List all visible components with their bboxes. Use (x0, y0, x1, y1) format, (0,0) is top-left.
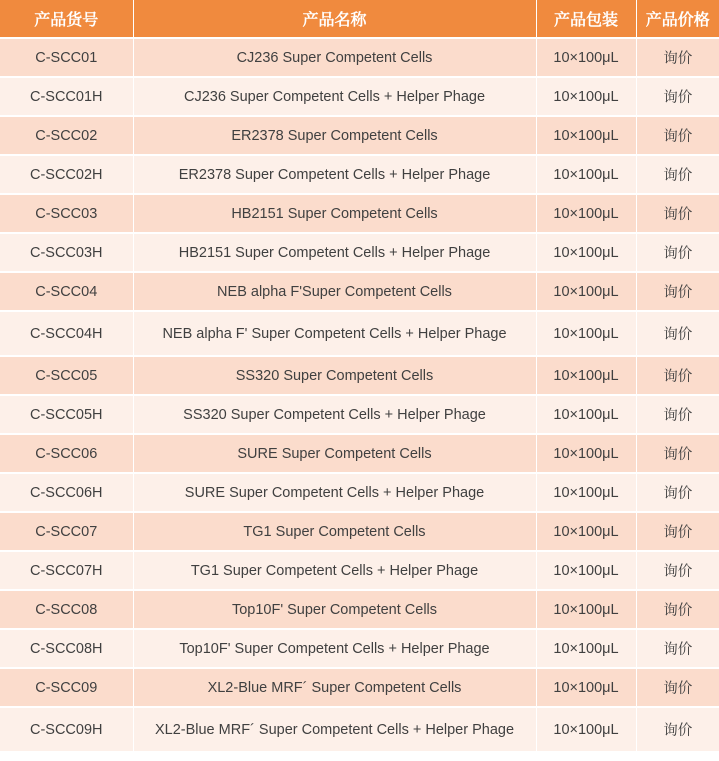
package-cell: 10×100μL (536, 590, 636, 629)
package-cell: 10×100μL (536, 707, 636, 751)
product-code-cell: C-SCC04 (0, 272, 133, 311)
package-cell: 10×100μL (536, 311, 636, 356)
package-cell: 10×100μL (536, 233, 636, 272)
product-code-cell: C-SCC09H (0, 707, 133, 751)
table-row (0, 551, 719, 590)
package-cell: 10×100μL (536, 395, 636, 434)
product-name-cell: NEB alpha F'Super Competent Cells (133, 272, 536, 311)
product-name-cell: TG1 Super Competent Cells + Helper Phage (133, 551, 536, 590)
price-cell[interactable]: 询价 (636, 311, 719, 356)
product-name-cell: CJ236 Super Competent Cells + Helper Phage (133, 77, 536, 116)
header-product-name: 产品名称 (133, 0, 536, 38)
price-cell[interactable]: 询价 (636, 77, 719, 116)
table-row (0, 311, 719, 356)
price-cell[interactable]: 询价 (636, 551, 719, 590)
price-cell[interactable]: 询价 (636, 629, 719, 668)
product-code-cell: C-SCC01 (0, 38, 133, 77)
product-name-cell: Top10F' Super Competent Cells + Helper Phage (133, 629, 536, 668)
table-row (0, 356, 719, 395)
product-code-cell: C-SCC02 (0, 116, 133, 155)
price-cell[interactable]: 询价 (636, 395, 719, 434)
price-cell[interactable]: 询价 (636, 356, 719, 395)
price-cell[interactable]: 询价 (636, 155, 719, 194)
product-code-cell: C-SCC06 (0, 434, 133, 473)
table-row (0, 395, 719, 434)
package-cell: 10×100μL (536, 551, 636, 590)
product-code-cell: C-SCC07H (0, 551, 133, 590)
package-cell: 10×100μL (536, 629, 636, 668)
price-cell[interactable]: 询价 (636, 434, 719, 473)
product-code-cell: C-SCC08 (0, 590, 133, 629)
product-name-cell: CJ236 Super Competent Cells (133, 38, 536, 77)
table-row (0, 512, 719, 551)
table-row (0, 272, 719, 311)
product-name-cell: XL2-Blue MRF´ Super Competent Cells + Helper Phage (133, 707, 536, 751)
price-cell[interactable]: 询价 (636, 473, 719, 512)
price-cell[interactable]: 询价 (636, 707, 719, 751)
package-cell: 10×100μL (536, 356, 636, 395)
product-name-cell: NEB alpha F' Super Competent Cells + Helper Phage (133, 311, 536, 356)
price-cell[interactable]: 询价 (636, 272, 719, 311)
package-cell: 10×100μL (536, 116, 636, 155)
price-cell[interactable]: 询价 (636, 233, 719, 272)
product-name-cell: ER2378 Super Competent Cells + Helper Phage (133, 155, 536, 194)
package-cell: 10×100μL (536, 194, 636, 233)
product-name-cell: XL2-Blue MRF´ Super Competent Cells (133, 668, 536, 707)
product-code-cell: C-SCC02H (0, 155, 133, 194)
table-row (0, 194, 719, 233)
package-cell: 10×100μL (536, 512, 636, 551)
product-name-cell: ER2378 Super Competent Cells (133, 116, 536, 155)
product-name-cell: SURE Super Competent Cells + Helper Phage (133, 473, 536, 512)
header-package: 产品包装 (536, 0, 636, 38)
product-code-cell: C-SCC05 (0, 356, 133, 395)
product-code-cell: C-SCC04H (0, 311, 133, 356)
price-cell[interactable]: 询价 (636, 590, 719, 629)
header-price: 产品价格 (636, 0, 719, 38)
package-cell: 10×100μL (536, 38, 636, 77)
table-row (0, 473, 719, 512)
product-code-cell: C-SCC03 (0, 194, 133, 233)
price-cell[interactable]: 询价 (636, 116, 719, 155)
table-row (0, 116, 719, 155)
product-code-cell: C-SCC06H (0, 473, 133, 512)
table-row (0, 155, 719, 194)
product-name-cell: HB2151 Super Competent Cells + Helper Phage (133, 233, 536, 272)
table-row (0, 77, 719, 116)
product-name-cell: SURE Super Competent Cells (133, 434, 536, 473)
header-row (0, 0, 719, 38)
table-row (0, 668, 719, 707)
package-cell: 10×100μL (536, 668, 636, 707)
package-cell: 10×100μL (536, 434, 636, 473)
product-code-cell: C-SCC05H (0, 395, 133, 434)
product-name-cell: TG1 Super Competent Cells (133, 512, 536, 551)
product-name-cell: Top10F' Super Competent Cells (133, 590, 536, 629)
package-cell: 10×100μL (536, 77, 636, 116)
price-cell[interactable]: 询价 (636, 194, 719, 233)
product-code-cell: C-SCC01H (0, 77, 133, 116)
table-row (0, 590, 719, 629)
product-name-cell: SS320 Super Competent Cells (133, 356, 536, 395)
product-code-cell: C-SCC07 (0, 512, 133, 551)
table-row (0, 707, 719, 751)
package-cell: 10×100μL (536, 155, 636, 194)
product-name-cell: HB2151 Super Competent Cells (133, 194, 536, 233)
package-cell: 10×100μL (536, 473, 636, 512)
table-row (0, 434, 719, 473)
header-product-code: 产品货号 (0, 0, 133, 38)
table-row (0, 38, 719, 77)
product-name-cell: SS320 Super Competent Cells + Helper Phage (133, 395, 536, 434)
product-code-cell: C-SCC09 (0, 668, 133, 707)
price-cell[interactable]: 询价 (636, 668, 719, 707)
product-code-cell: C-SCC03H (0, 233, 133, 272)
table-row (0, 629, 719, 668)
product-code-cell: C-SCC08H (0, 629, 133, 668)
price-cell[interactable]: 询价 (636, 512, 719, 551)
price-cell[interactable]: 询价 (636, 38, 719, 77)
package-cell: 10×100μL (536, 272, 636, 311)
table-row (0, 233, 719, 272)
